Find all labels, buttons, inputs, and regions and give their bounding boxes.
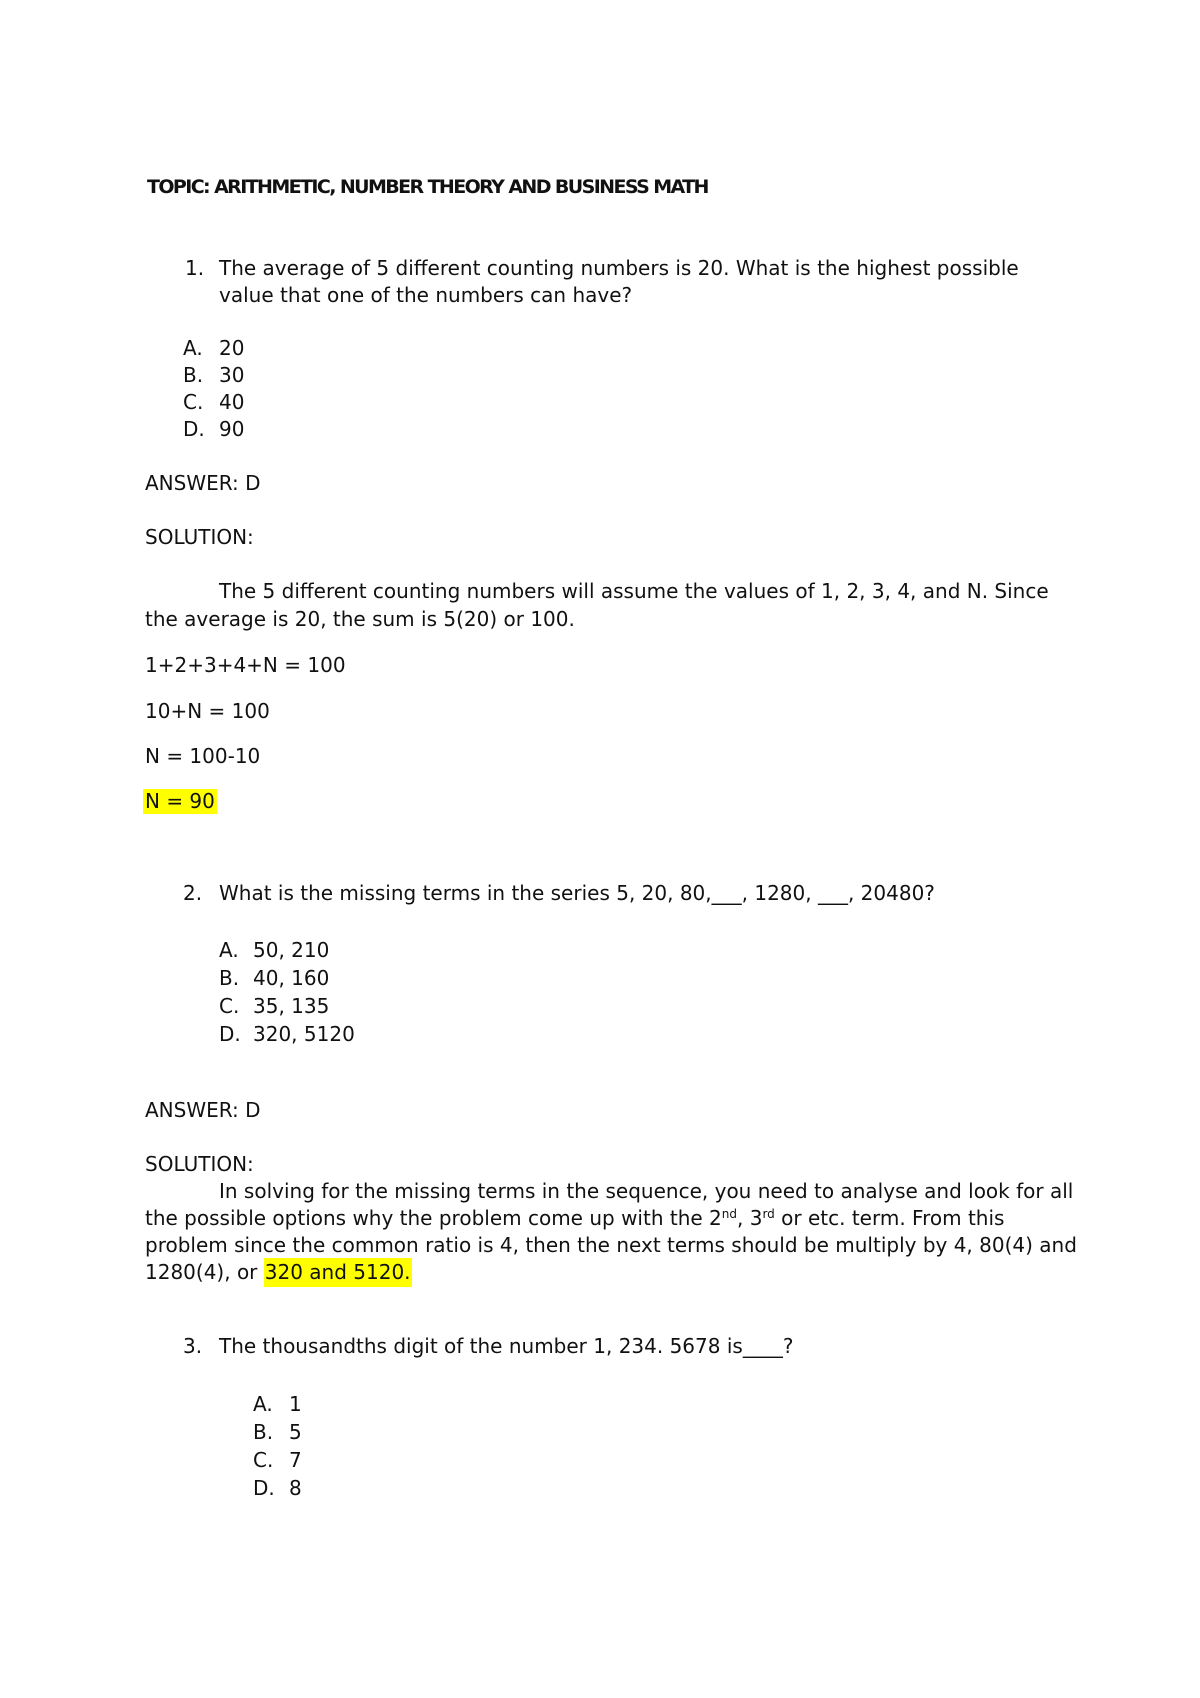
q2-choice-text: 40, 160 bbox=[253, 966, 330, 990]
q2-solution-text: 1280(4), or bbox=[145, 1260, 264, 1284]
q2-solution-line3: problem since the common ratio is 4, then the next terms should be multiply by 4, 80(4) and bbox=[145, 1233, 1077, 1257]
q1-solution-line1: The 5 different counting numbers will assume the values of 1, 2, 3, 4, and N. Since bbox=[219, 579, 1049, 603]
q3-number: 3. bbox=[183, 1334, 203, 1358]
q2-choice-letter: A. bbox=[219, 938, 239, 962]
superscript-nd: nd bbox=[721, 1207, 737, 1221]
q1-choice-text: 90 bbox=[219, 417, 245, 441]
q1-text-line2: value that one of the numbers can have? bbox=[219, 283, 633, 307]
document-title: TOPIC: ARITHMETIC, NUMBER THEORY AND BUSINESS MATH bbox=[147, 176, 708, 198]
q1-choice-letter: C. bbox=[183, 390, 204, 414]
superscript-rd: rd bbox=[762, 1207, 775, 1221]
q3-choice-letter: C. bbox=[253, 1448, 274, 1472]
q2-highlighted-answer: 320 and 5120. bbox=[264, 1258, 412, 1287]
q2-choice-letter: D. bbox=[219, 1022, 241, 1046]
q2-solution-line1: In solving for the missing terms in the sequence, you need to analyse and look for all bbox=[219, 1179, 1074, 1203]
q2-answer: ANSWER: D bbox=[145, 1098, 261, 1122]
q1-answer: ANSWER: D bbox=[145, 471, 261, 495]
q3-choice-text: 5 bbox=[289, 1420, 302, 1444]
q2-solution-label: SOLUTION: bbox=[145, 1152, 254, 1176]
q1-choice-text: 30 bbox=[219, 363, 245, 387]
q2-text: What is the missing terms in the series 5, 20, 80,___, 1280, ___, 20480? bbox=[219, 881, 935, 905]
q2-choice-text: 35, 135 bbox=[253, 994, 330, 1018]
q1-equation: 10+N = 100 bbox=[145, 699, 270, 723]
q1-choice-letter: B. bbox=[183, 363, 204, 387]
q2-choice-letter: C. bbox=[219, 994, 240, 1018]
q1-equation: N = 100-10 bbox=[145, 744, 261, 768]
q3-choice-text: 8 bbox=[289, 1476, 302, 1500]
q3-choice-letter: B. bbox=[253, 1420, 274, 1444]
q2-solution-text: , 3 bbox=[737, 1206, 763, 1230]
q2-choice-text: 320, 5120 bbox=[253, 1022, 355, 1046]
q2-number: 2. bbox=[183, 881, 203, 905]
q1-text-line1: The average of 5 different counting numbers is 20. What is the highest possible bbox=[219, 256, 1019, 280]
q1-choice-letter: A. bbox=[183, 336, 203, 360]
q2-solution-text: the possible options why the problem come up with the 2 bbox=[145, 1206, 722, 1230]
q1-solution-line2: the average is 20, the sum is 5(20) or 100. bbox=[145, 607, 575, 631]
q1-equation: 1+2+3+4+N = 100 bbox=[145, 653, 346, 677]
q2-solution-text: or etc. term. From this bbox=[774, 1206, 1005, 1230]
q2-solution-line2 bbox=[145, 1208, 1004, 1228]
q1-solution-label: SOLUTION: bbox=[145, 525, 254, 549]
q2-choice-text: 50, 210 bbox=[253, 938, 330, 962]
q3-choice-text: 1 bbox=[289, 1392, 302, 1416]
q1-number: 1. bbox=[185, 256, 205, 280]
q2-solution-line4 bbox=[145, 1262, 412, 1282]
q3-choice-text: 7 bbox=[289, 1448, 302, 1472]
q1-final-equation-highlighted: N = 90 bbox=[145, 789, 215, 813]
q1-choice-text: 20 bbox=[219, 336, 245, 360]
q3-choice-letter: A. bbox=[253, 1392, 273, 1416]
q1-choice-letter: D. bbox=[183, 417, 205, 441]
q2-choice-letter: B. bbox=[219, 966, 240, 990]
q3-text: The thousandths digit of the number 1, 234. 5678 is____? bbox=[219, 1334, 794, 1358]
q1-choice-text: 40 bbox=[219, 390, 245, 414]
q3-choice-letter: D. bbox=[253, 1476, 275, 1500]
